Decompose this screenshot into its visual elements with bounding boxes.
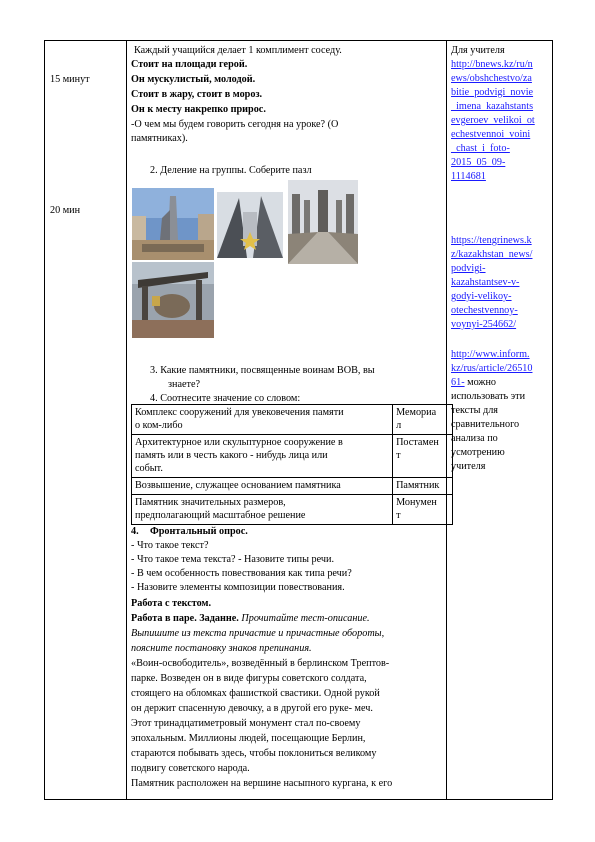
word-line: т xyxy=(396,450,401,462)
text-line-1: «Воин-освободитель», возведённый в берлинском Трептов- xyxy=(131,658,390,669)
link-tengrinews-line[interactable]: otechestvennoy- xyxy=(451,305,518,316)
photo-memorial-star xyxy=(217,192,283,258)
photo-memorial-alley xyxy=(288,180,358,264)
item-3-monuments: 3. Какие памятники, посвященные воинам ВОВ, вы xyxy=(150,365,375,376)
link-tengrinews-line[interactable]: https://tengrinews.k xyxy=(451,235,532,246)
for-teacher-label: Для учителя xyxy=(451,45,505,56)
item-2-puzzle: 2. Деление на группы. Соберите пазл xyxy=(150,165,312,176)
text-line-4: он держит спасенную девочку, а в другой его руке- меч. xyxy=(131,703,373,714)
note-line: сравнительного xyxy=(451,419,520,430)
table-border-right xyxy=(552,40,553,800)
note-line: использовать эти xyxy=(451,391,526,402)
photo-eternal-flame xyxy=(132,262,214,338)
word-cell xyxy=(393,495,453,525)
question-2: - Что такое тема текста? - Назовите типы речи. xyxy=(131,554,335,565)
table-border-top xyxy=(44,40,553,41)
poem-line-2: Он мускулистый, молодой. xyxy=(131,74,256,85)
definition-line: Архитектурное или скульптурное сооружение в xyxy=(135,437,343,448)
link-bnews-line[interactable]: http://bnews.kz/ru/n xyxy=(451,59,533,70)
word-line: л xyxy=(396,420,402,432)
text-line-2: парке. Возведен он в виде фигуры советского солдата, xyxy=(131,673,367,684)
question-topic: -О чем мы будем говорить сегодня на уроке? (О xyxy=(131,119,339,130)
text-line-3: стоящего на обломках фашисткой свастики. Одной рукой xyxy=(131,688,380,699)
work-with-text-title: Работа с текстом. xyxy=(131,598,211,609)
note-line: усмотрению xyxy=(451,447,505,458)
definition-cell xyxy=(132,435,393,478)
definition-line: Возвышение, служащее основанием памятника xyxy=(135,480,341,491)
link-bnews-line[interactable]: 2015_05_09- xyxy=(451,157,506,168)
link-tengrinews-line[interactable]: podvigi- xyxy=(451,263,486,274)
table-border-bottom xyxy=(44,799,553,800)
link-bnews-line[interactable]: ews/obshchestvo/za xyxy=(451,73,532,84)
table-row xyxy=(132,405,453,435)
pair-work-line xyxy=(131,612,370,625)
text-line-5: Этот тринадцатиметровый монумент стал по-своему xyxy=(131,718,361,729)
definition-line: Памятник значительных размеров, xyxy=(135,497,286,508)
time-20-min: 20 мин xyxy=(50,205,81,216)
frontal-title: Фронтальный опрос. xyxy=(150,526,248,537)
link-inform-line[interactable]: http://www.inform. xyxy=(451,349,530,360)
pair-work-instruction: Прочитайте тест-описание. xyxy=(238,613,370,624)
link-tengrinews-line[interactable]: kazahstantsev-v- xyxy=(451,277,520,288)
poem-line-4: Он к месту накрепко прирос. xyxy=(131,104,266,115)
poem-line-3: Стоит в жару, стоит в мороз. xyxy=(131,89,263,100)
definition-cell xyxy=(132,478,393,495)
definition-line: Комплекс сооружений для увековечения памяти xyxy=(135,407,344,418)
table-row xyxy=(132,495,453,525)
question-topic-answer: памятниках). xyxy=(131,133,188,144)
pair-work-label: Работа в паре. Заданне. xyxy=(131,613,239,624)
definition-cell xyxy=(132,495,393,525)
link-bnews-line[interactable]: _imena_kazahstants xyxy=(451,101,534,112)
word-line: Монумен xyxy=(396,497,437,508)
item-3-monuments-cont: знаете? xyxy=(168,379,201,390)
link-bnews-line[interactable]: bitie_podvigi_novie xyxy=(451,87,534,98)
task-line-1: Выпишите из текста причастие и причастные обороты, xyxy=(131,628,385,639)
definition-line: память или в честь какого - нибудь лица или xyxy=(135,450,328,462)
compliment-line: Каждый учащийся делает 1 комплимент соседу. xyxy=(134,45,342,56)
table-row xyxy=(132,478,453,495)
note-line: анализа по xyxy=(451,433,498,444)
link-inform-line[interactable]: 61- xyxy=(451,377,465,388)
item-4-match: 4. Соотнесите значение со словом: xyxy=(150,393,301,404)
matching-table xyxy=(131,404,453,525)
word-cell xyxy=(393,478,453,495)
note-line: учителя xyxy=(451,461,486,472)
word-cell xyxy=(393,405,453,435)
link-bnews-line[interactable]: echestvennoi_voini xyxy=(451,129,531,140)
link-bnews-line[interactable]: 1114681 xyxy=(451,171,486,182)
text-line-7: стараются побывать здесь, чтобы поклониться великому xyxy=(131,748,377,759)
text-line-9: Памятник расположен на вершине насыпного кургана, к его xyxy=(131,778,393,789)
task-line-2: поясните постановку знаков препинания. xyxy=(131,643,312,654)
table-border-left xyxy=(44,40,45,800)
link-tengrinews-line[interactable]: godyi-velikoy- xyxy=(451,291,512,302)
link-bnews-line[interactable]: evgeroev_velikoi_ot xyxy=(451,115,535,126)
definition-line: событ. xyxy=(135,463,163,475)
frontal-number: 4. xyxy=(131,526,139,537)
word-line: т xyxy=(396,510,401,522)
word-line: Памятник xyxy=(396,480,440,491)
can-use-text: можно xyxy=(464,377,497,388)
note-line: тексты для xyxy=(451,405,498,416)
photo-memorial-square xyxy=(132,188,214,260)
column-divider-1 xyxy=(126,40,127,800)
word-line: Постамен xyxy=(396,437,439,448)
definition-cell xyxy=(132,405,393,435)
link-tengrinews-line[interactable]: voynyi-254662/ xyxy=(451,319,517,330)
question-1: - Что такое текст? xyxy=(131,540,209,551)
link-tengrinews-line[interactable]: z/kazakhstan_news/ xyxy=(451,249,533,260)
question-3: - В чем особенность повествования как типа речи? xyxy=(131,568,352,579)
link-bnews-line[interactable]: _chast_i_foto- xyxy=(451,143,510,154)
definition-line: о ком-либо xyxy=(135,420,183,432)
text-line-8: подвигу советского народа. xyxy=(131,763,250,774)
question-4: - Назовите элементы композиции повествования. xyxy=(131,582,345,593)
table-row xyxy=(132,435,453,478)
word-cell xyxy=(393,435,453,478)
poem-line-1: Стоит на площади герой. xyxy=(131,59,248,70)
link-inform-line[interactable]: kz/rus/article/26510 xyxy=(451,363,533,374)
word-line: Мемориа xyxy=(396,407,437,418)
time-15-min: 15 минут xyxy=(50,74,90,85)
definition-line: предполагающий масштабное решение xyxy=(135,510,306,522)
text-line-6: эпохальным. Миллионы людей, посещающие Берлин, xyxy=(131,733,366,744)
link-inform-last xyxy=(451,376,496,389)
